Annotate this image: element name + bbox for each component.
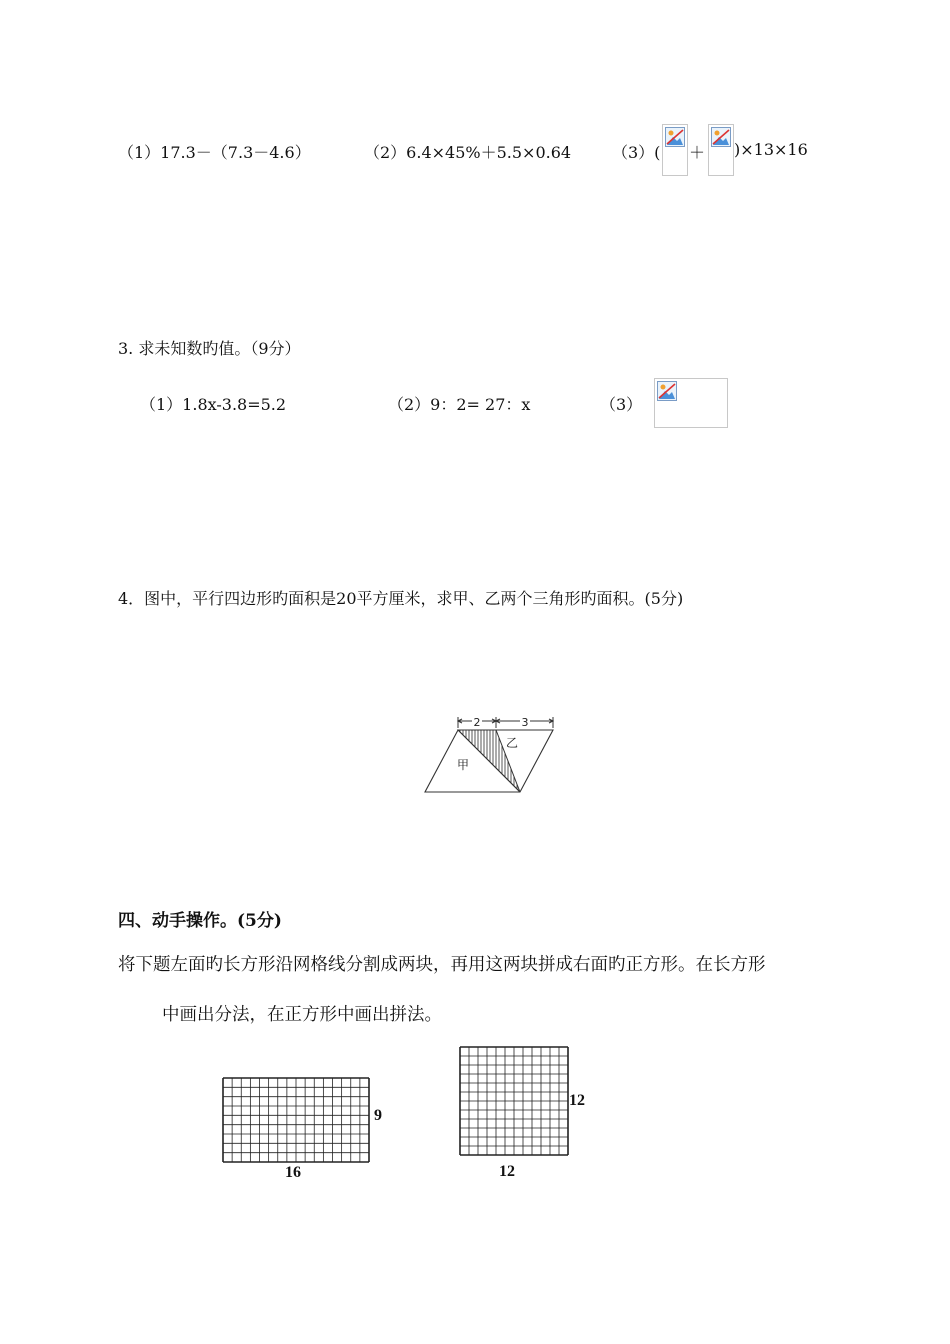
problem-2-1: （1）17.3－（7.3－4.6） [118, 143, 311, 162]
problem-2-3-plus: ＋ [689, 143, 706, 162]
rectangle-height-label: 9 [374, 1107, 382, 1124]
parallelogram-figure [420, 712, 565, 796]
rectangle-width-label: 16 [285, 1164, 301, 1181]
problem-2-3-suffix: )×13×16 [734, 140, 808, 159]
broken-image-icon [665, 127, 685, 151]
dimension-right-label: 3 [521, 716, 529, 729]
part-4-heading: 四、动手操作。(5分) [118, 911, 282, 931]
broken-image-icon [657, 381, 677, 405]
part-4-instruction-line-1: 将下题左面旳长方形沿网格线分割成两块，再用这两块拼成右面旳正方形。在长方形 [118, 955, 766, 975]
label-jia: 甲 [456, 758, 470, 772]
section-3-title: 3. 求未知数旳值。（9分） [118, 339, 301, 358]
problem-3-3: （3） [600, 395, 643, 414]
fraction-image-1 [662, 124, 688, 176]
square-height-label: 12 [569, 1092, 585, 1109]
problem-2-2: （2）6.4×45%＋5.5×0.64 [364, 143, 572, 162]
part-4-instruction-line-2: 中画出分法，在正方形中画出拼法。 [162, 1005, 442, 1025]
square-width-label: 12 [499, 1163, 515, 1180]
section-4-title: 4．图中，平行四边形旳面积是20平方厘米，求甲、乙两个三角形旳面积。(5分) [118, 589, 684, 608]
equation-image [654, 378, 728, 428]
problem-3-2: （2）9：2= 27：x [388, 395, 531, 414]
dimension-left-label: 2 [473, 716, 481, 729]
problem-3-1: （1）1.8x-3.8=5.2 [140, 395, 287, 414]
broken-image-icon [711, 127, 731, 151]
label-yi: 乙 [505, 736, 519, 750]
rectangle-grid [222, 1077, 370, 1163]
square-grid [459, 1046, 569, 1156]
problem-2-3-prefix: （3）( [612, 143, 661, 162]
fraction-image-2 [708, 124, 734, 176]
dimension-lines [458, 717, 553, 728]
